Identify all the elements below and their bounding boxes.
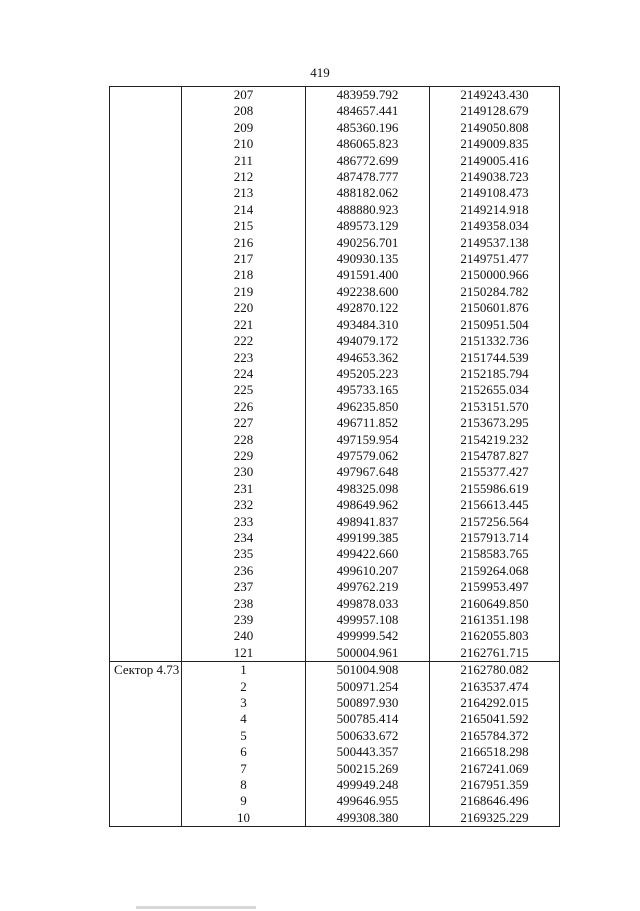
x-coordinate: 498325.098	[306, 481, 430, 497]
y-coordinate: 2157913.714	[430, 530, 560, 546]
x-coordinate: 499308.380	[306, 810, 430, 827]
point-number: 220	[182, 300, 306, 316]
point-number: 235	[182, 546, 306, 562]
point-number: 7	[182, 761, 306, 777]
x-coordinate: 497159.954	[306, 432, 430, 448]
y-coordinate: 2149358.034	[430, 218, 560, 234]
x-coordinate: 500785.414	[306, 711, 430, 727]
point-number: 221	[182, 317, 306, 333]
x-coordinate: 492870.122	[306, 300, 430, 316]
x-coordinate: 497967.648	[306, 464, 430, 480]
x-coordinate: 486065.823	[306, 136, 430, 152]
x-coordinate: 500633.672	[306, 728, 430, 744]
x-coordinate: 491591.400	[306, 267, 430, 283]
y-coordinate: 2155377.427	[430, 464, 560, 480]
y-coordinate: 2167951.359	[430, 777, 560, 793]
point-number: 8	[182, 777, 306, 793]
y-coordinate: 2168646.496	[430, 793, 560, 809]
y-coordinate: 2150601.876	[430, 300, 560, 316]
y-coordinate: 2162055.803	[430, 628, 560, 644]
y-coordinate: 2149005.416	[430, 153, 560, 169]
y-coordinate: 2149214.918	[430, 202, 560, 218]
point-number: 10	[182, 810, 306, 827]
y-coordinate: 2160649.850	[430, 596, 560, 612]
y-coordinate: 2154219.232	[430, 432, 560, 448]
y-coordinate: 2149009.835	[430, 136, 560, 152]
sector-group	[110, 662, 560, 827]
point-number: 212	[182, 169, 306, 185]
point-number: 215	[182, 218, 306, 234]
x-coordinate: 499878.033	[306, 596, 430, 612]
coordinates-table	[109, 86, 560, 827]
y-coordinate: 2150000.966	[430, 267, 560, 283]
y-coordinate: 2158583.765	[430, 546, 560, 562]
point-number: 3	[182, 695, 306, 711]
point-number: 233	[182, 514, 306, 530]
point-number: 9	[182, 793, 306, 809]
y-coordinate: 2162761.715	[430, 645, 560, 662]
point-number: 237	[182, 579, 306, 595]
x-coordinate: 500004.961	[306, 645, 430, 662]
y-coordinate: 2152655.034	[430, 382, 560, 398]
point-number: 238	[182, 596, 306, 612]
y-coordinate: 2150284.782	[430, 284, 560, 300]
x-coordinate: 490930.135	[306, 251, 430, 267]
x-coordinate: 500215.269	[306, 761, 430, 777]
y-coordinate: 2151332.736	[430, 333, 560, 349]
sector-label: Сектор 4.73	[110, 662, 182, 827]
y-coordinate: 2165041.592	[430, 711, 560, 727]
table-row	[110, 662, 560, 679]
point-number: 222	[182, 333, 306, 349]
point-number: 218	[182, 267, 306, 283]
point-number: 230	[182, 464, 306, 480]
scan-artifact	[136, 906, 256, 909]
page-number: 419	[310, 65, 330, 80]
point-number: 239	[182, 612, 306, 628]
y-coordinate: 2149537.138	[430, 235, 560, 251]
point-number: 219	[182, 284, 306, 300]
x-coordinate: 494079.172	[306, 333, 430, 349]
x-coordinate: 496711.852	[306, 415, 430, 431]
y-coordinate: 2150951.504	[430, 317, 560, 333]
point-number: 216	[182, 235, 306, 251]
point-number: 226	[182, 399, 306, 415]
x-coordinate: 499646.955	[306, 793, 430, 809]
x-coordinate: 494653.362	[306, 350, 430, 366]
y-coordinate: 2153151.570	[430, 399, 560, 415]
x-coordinate: 496235.850	[306, 399, 430, 415]
x-coordinate: 500897.930	[306, 695, 430, 711]
point-number: 207	[182, 87, 306, 104]
x-coordinate: 486772.699	[306, 153, 430, 169]
x-coordinate: 487478.777	[306, 169, 430, 185]
y-coordinate: 2149038.723	[430, 169, 560, 185]
x-coordinate: 499999.542	[306, 628, 430, 644]
x-coordinate: 500443.357	[306, 744, 430, 760]
y-coordinate: 2149751.477	[430, 251, 560, 267]
point-number: 4	[182, 711, 306, 727]
y-coordinate: 2165784.372	[430, 728, 560, 744]
y-coordinate: 2159264.068	[430, 563, 560, 579]
y-coordinate: 2156613.445	[430, 497, 560, 513]
x-coordinate: 499610.207	[306, 563, 430, 579]
point-number: 5	[182, 728, 306, 744]
table-row	[110, 87, 560, 104]
point-number: 217	[182, 251, 306, 267]
point-number: 224	[182, 366, 306, 382]
point-number: 228	[182, 432, 306, 448]
x-coordinate: 495733.165	[306, 382, 430, 398]
point-number: 223	[182, 350, 306, 366]
point-number: 236	[182, 563, 306, 579]
point-number: 209	[182, 120, 306, 136]
y-coordinate: 2149243.430	[430, 87, 560, 104]
x-coordinate: 499762.219	[306, 579, 430, 595]
point-number: 240	[182, 628, 306, 644]
x-coordinate: 499949.248	[306, 777, 430, 793]
point-number: 234	[182, 530, 306, 546]
point-number: 208	[182, 103, 306, 119]
point-number: 210	[182, 136, 306, 152]
y-coordinate: 2159953.497	[430, 579, 560, 595]
x-coordinate: 501004.908	[306, 662, 430, 679]
x-coordinate: 488182.062	[306, 185, 430, 201]
point-number: 232	[182, 497, 306, 513]
y-coordinate: 2151744.539	[430, 350, 560, 366]
point-number: 2	[182, 679, 306, 695]
y-coordinate: 2167241.069	[430, 761, 560, 777]
x-coordinate: 499957.108	[306, 612, 430, 628]
sector-label	[110, 87, 182, 662]
x-coordinate: 498649.962	[306, 497, 430, 513]
x-coordinate: 500971.254	[306, 679, 430, 695]
y-coordinate: 2154787.827	[430, 448, 560, 464]
point-number: 6	[182, 744, 306, 760]
x-coordinate: 493484.310	[306, 317, 430, 333]
point-number: 225	[182, 382, 306, 398]
y-coordinate: 2164292.015	[430, 695, 560, 711]
y-coordinate: 2169325.229	[430, 810, 560, 827]
point-number: 1	[182, 662, 306, 679]
x-coordinate: 483959.792	[306, 87, 430, 104]
point-number: 121	[182, 645, 306, 662]
y-coordinate: 2166518.298	[430, 744, 560, 760]
x-coordinate: 484657.441	[306, 103, 430, 119]
point-number: 213	[182, 185, 306, 201]
y-coordinate: 2163537.474	[430, 679, 560, 695]
point-number: 227	[182, 415, 306, 431]
y-coordinate: 2162780.082	[430, 662, 560, 679]
x-coordinate: 497579.062	[306, 448, 430, 464]
y-coordinate: 2157256.564	[430, 514, 560, 530]
y-coordinate: 2152185.794	[430, 366, 560, 382]
point-number: 231	[182, 481, 306, 497]
y-coordinate: 2149108.473	[430, 185, 560, 201]
point-number: 211	[182, 153, 306, 169]
x-coordinate: 499199.385	[306, 530, 430, 546]
x-coordinate: 492238.600	[306, 284, 430, 300]
x-coordinate: 498941.837	[306, 514, 430, 530]
x-coordinate: 490256.701	[306, 235, 430, 251]
y-coordinate: 2155986.619	[430, 481, 560, 497]
sector-group	[110, 87, 560, 662]
y-coordinate: 2153673.295	[430, 415, 560, 431]
point-number: 214	[182, 202, 306, 218]
y-coordinate: 2149050.808	[430, 120, 560, 136]
x-coordinate: 499422.660	[306, 546, 430, 562]
y-coordinate: 2149128.679	[430, 103, 560, 119]
x-coordinate: 489573.129	[306, 218, 430, 234]
y-coordinate: 2161351.198	[430, 612, 560, 628]
x-coordinate: 488880.923	[306, 202, 430, 218]
point-number: 229	[182, 448, 306, 464]
x-coordinate: 495205.223	[306, 366, 430, 382]
x-coordinate: 485360.196	[306, 120, 430, 136]
